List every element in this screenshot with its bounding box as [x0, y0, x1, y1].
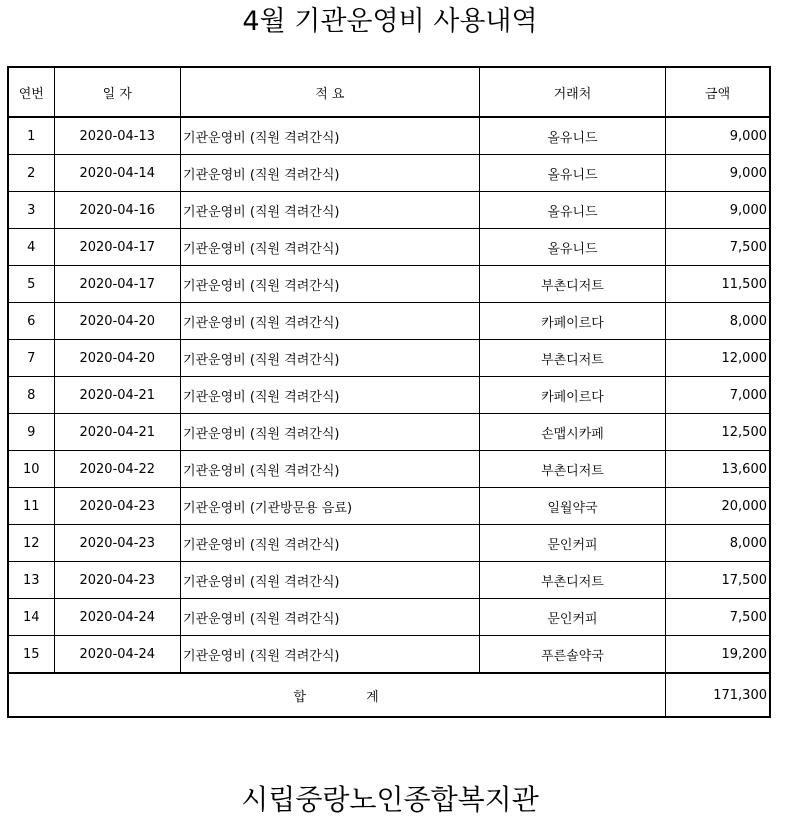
cell-date: 2020-04-23: [54, 562, 180, 599]
cell-vendor: 문인커피: [479, 599, 665, 636]
cell-description: 기관운영비 (직원 격려간식): [180, 340, 479, 377]
cell-amount: 11,500: [666, 266, 770, 303]
table-row: [8, 117, 770, 155]
total-amount: 171,300: [666, 673, 770, 717]
table-row: [8, 155, 770, 192]
cell-date: 2020-04-24: [54, 599, 180, 636]
cell-vendor: 부촌디저트: [479, 266, 665, 303]
cell-amount: 9,000: [666, 117, 770, 155]
cell-no: 1: [8, 117, 54, 155]
cell-amount: 17,500: [666, 562, 770, 599]
table-row: [8, 562, 770, 599]
cell-no: 9: [8, 414, 54, 451]
table-body: [8, 117, 770, 673]
cell-vendor: 올유니드: [479, 155, 665, 192]
cell-date: 2020-04-16: [54, 192, 180, 229]
cell-vendor: 손맵시카페: [479, 414, 665, 451]
cell-no: 8: [8, 377, 54, 414]
table-row: [8, 377, 770, 414]
cell-description: 기관운영비 (직원 격려간식): [180, 117, 479, 155]
cell-vendor: 부촌디저트: [479, 340, 665, 377]
cell-no: 15: [8, 636, 54, 674]
cell-description: 기관운영비 (직원 격려간식): [180, 451, 479, 488]
cell-date: 2020-04-17: [54, 229, 180, 266]
cell-description: 기관운영비 (직원 격려간식): [180, 414, 479, 451]
total-row: [8, 673, 770, 717]
total-label: 합 계: [8, 673, 666, 717]
table-row: [8, 303, 770, 340]
cell-description: 기관운영비 (직원 격려간식): [180, 192, 479, 229]
cell-amount: 8,000: [666, 303, 770, 340]
cell-vendor: 부촌디저트: [479, 562, 665, 599]
cell-no: 14: [8, 599, 54, 636]
cell-amount: 9,000: [666, 192, 770, 229]
cell-date: 2020-04-24: [54, 636, 180, 674]
cell-no: 11: [8, 488, 54, 525]
cell-amount: 7,500: [666, 229, 770, 266]
page-title: 4월 기관운영비 사용내역: [242, 6, 538, 37]
table-row: [8, 636, 770, 674]
cell-date: 2020-04-20: [54, 303, 180, 340]
cell-amount: 19,200: [666, 636, 770, 674]
cell-vendor: 올유니드: [479, 192, 665, 229]
cell-amount: 8,000: [666, 525, 770, 562]
cell-no: 6: [8, 303, 54, 340]
cell-amount: 20,000: [666, 488, 770, 525]
cell-date: 2020-04-22: [54, 451, 180, 488]
cell-date: 2020-04-23: [54, 488, 180, 525]
table-row: [8, 340, 770, 377]
cell-no: 5: [8, 266, 54, 303]
cell-date: 2020-04-14: [54, 155, 180, 192]
cell-no: 10: [8, 451, 54, 488]
cell-date: 2020-04-20: [54, 340, 180, 377]
table-row: [8, 599, 770, 636]
table-row: [8, 451, 770, 488]
table-row: [8, 266, 770, 303]
cell-vendor: 푸른솔약국: [479, 636, 665, 674]
cell-amount: 12,000: [666, 340, 770, 377]
cell-amount: 13,600: [666, 451, 770, 488]
cell-vendor: 부촌디저트: [479, 451, 665, 488]
expense-table: [7, 66, 771, 718]
cell-vendor: 문인커피: [479, 525, 665, 562]
cell-description: 기관운영비 (직원 격려간식): [180, 266, 479, 303]
cell-description: 기관운영비 (직원 격려간식): [180, 303, 479, 340]
cell-vendor: 카페이르다: [479, 303, 665, 340]
cell-no: 2: [8, 155, 54, 192]
cell-no: 3: [8, 192, 54, 229]
cell-no: 13: [8, 562, 54, 599]
cell-vendor: 올유니드: [479, 229, 665, 266]
cell-amount: 7,500: [666, 599, 770, 636]
cell-description: 기관운영비 (직원 격려간식): [180, 599, 479, 636]
table-row: [8, 525, 770, 562]
table-row: [8, 229, 770, 266]
table-header-row: [8, 67, 770, 117]
cell-description: 기관운영비 (직원 격려간식): [180, 562, 479, 599]
cell-description: 기관운영비 (직원 격려간식): [180, 155, 479, 192]
header-no: 연번: [8, 67, 54, 117]
cell-date: 2020-04-13: [54, 117, 180, 155]
cell-description: 기관운영비 (직원 격려간식): [180, 636, 479, 674]
cell-amount: 9,000: [666, 155, 770, 192]
cell-vendor: 일월약국: [479, 488, 665, 525]
cell-date: 2020-04-21: [54, 377, 180, 414]
cell-no: 7: [8, 340, 54, 377]
table-row: [8, 192, 770, 229]
cell-no: 12: [8, 525, 54, 562]
organization-name: 시립중랑노인종합복지관: [241, 783, 539, 816]
cell-date: 2020-04-17: [54, 266, 180, 303]
header-date: 일 자: [54, 67, 180, 117]
header-vendor: 거래처: [479, 67, 665, 117]
table-row: [8, 488, 770, 525]
cell-amount: 12,500: [666, 414, 770, 451]
cell-no: 4: [8, 229, 54, 266]
cell-description: 기관운영비 (직원 격려간식): [180, 525, 479, 562]
table-row: [8, 414, 770, 451]
cell-amount: 7,000: [666, 377, 770, 414]
cell-date: 2020-04-21: [54, 414, 180, 451]
cell-date: 2020-04-23: [54, 525, 180, 562]
cell-description: 기관운영비 (기관방문용 음료): [180, 488, 479, 525]
cell-vendor: 올유니드: [479, 117, 665, 155]
header-description: 적 요: [180, 67, 479, 117]
cell-vendor: 카페이르다: [479, 377, 665, 414]
cell-description: 기관운영비 (직원 격려간식): [180, 229, 479, 266]
header-amount: 금액: [666, 67, 770, 117]
cell-description: 기관운영비 (직원 격려간식): [180, 377, 479, 414]
